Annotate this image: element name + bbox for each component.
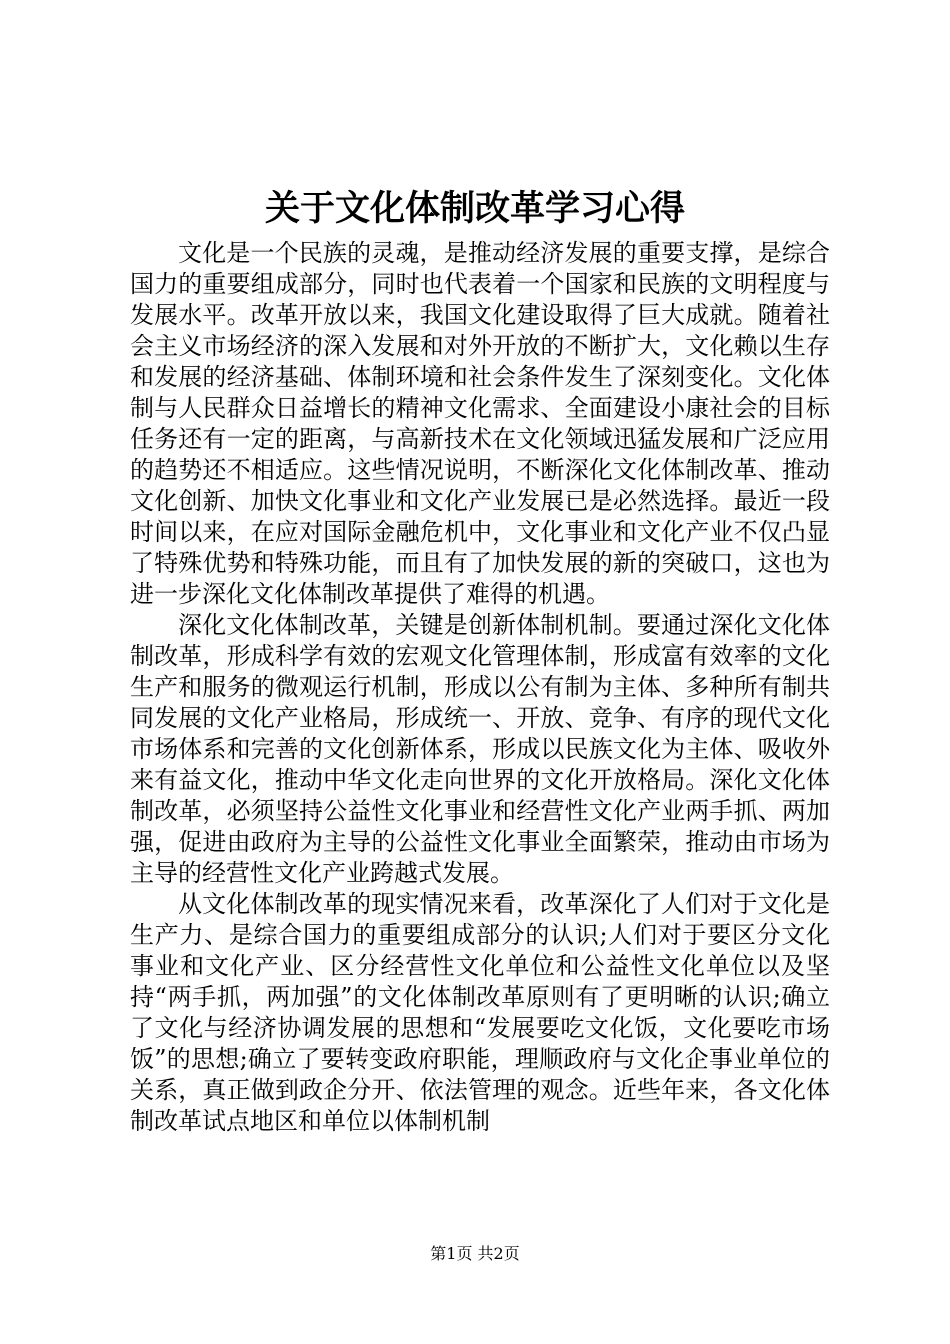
paragraph: 文化是一个民族的灵魂，是推动经济发展的重要支撑，是综合国力的重要组成部分，同时也代表着一个国家和民族的文明程度与发展水平。改革开放以来，我国文化建设取得了巨大成就。随着社会主义市场经济的深入发展和对外开放的不断扩大，文化赖以生存和发展的经济基础、体制环境和社会条件发生了深刻变化。文化体制与人民群众日益增长的精神文化需求、全面建设小康社会的目标任务还有一定的距离，与高新技术在文化领域迅猛发展和广泛应用的趋势还不相适应。这些情况说明，不断深化文化体制改革、推动文化创新、加快文化事业和文化产业发展已是必然选择。最近一段时间以来，在应对国际金融危机中，文化事业和文化产业不仅凸显了特殊优势和特殊功能，而且有了加快发展的新的突破口，这也为进一步深化文化体制改革提供了难得的机遇。 <box>130 239 830 608</box>
paragraph: 从文化体制改革的现实情况来看，改革深化了人们对于文化是生产力、是综合国力的重要组成部分的认识;人们对于要区分文化事业和文化产业、区分经营性文化单位和公益性文化单位以及坚持“两手抓，两加强”的文化体制改革原则有了更明晰的认识;确立了文化与经济协调发展的思想和“发展要吃文化饭，文化要吃市场饭”的思想;确立了要转变政府职能，理顺政府与文化企事业单位的关系，真正做到政企分开、依法管理的观念。近些年来，各文化体制改革试点地区和单位以体制机制 <box>130 890 830 1135</box>
document-body <box>130 238 830 1137</box>
page-footer: 第1页 共2页 <box>430 1244 520 1263</box>
document-title: 关于文化体制改革学习心得 <box>264 189 685 229</box>
paragraph: 深化文化体制改革，关键是创新体制机制。要通过深化文化体制改革，形成科学有效的宏观文化管理体制，形成富有效率的文化生产和服务的微观运行机制，形成以公有制为主体、多种所有制共同发展的文化产业格局，形成统一、开放、竞争、有序的现代文化市场体系和完善的文化创新体系，形成以民族文化为主体、吸收外来有益文化，推动中华文化走向世界的文化开放格局。深化文化体制改革，必须坚持公益性文化事业和经营性文化产业两手抓、两加强，促进由政府为主导的公益性文化事业全面繁荣，推动由市场为主导的经营性文化产业跨越式发展。 <box>130 611 830 887</box>
